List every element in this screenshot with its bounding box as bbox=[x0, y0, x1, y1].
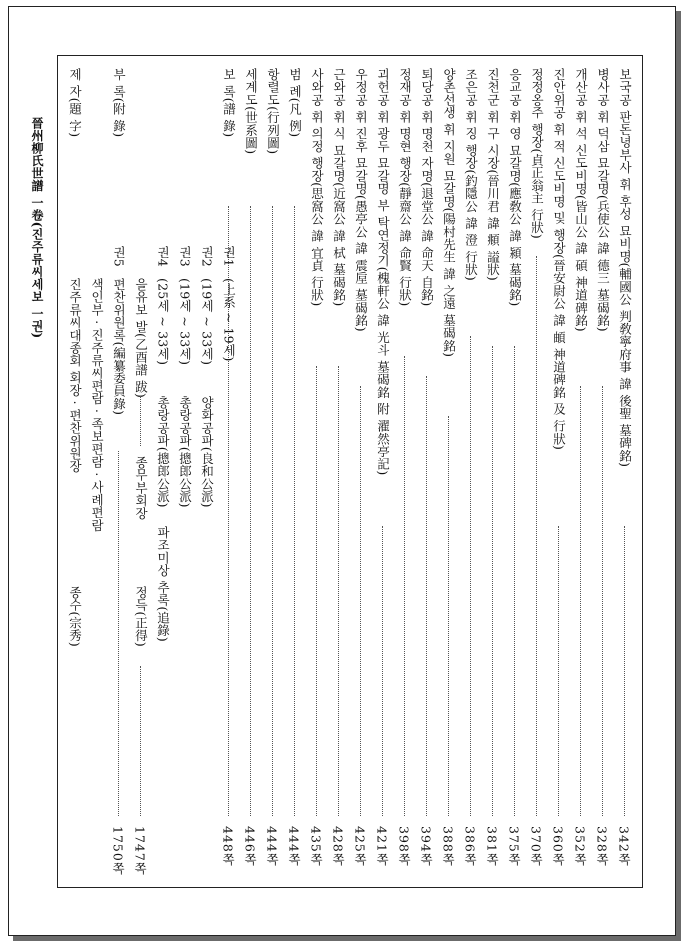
volume-label: 권4 bbox=[155, 246, 171, 267]
toc-page: 375쪽 bbox=[506, 826, 522, 867]
content-frame bbox=[57, 55, 643, 888]
toc-page: 352쪽 bbox=[572, 826, 588, 867]
toc-page: 370쪽 bbox=[528, 826, 544, 867]
leader-dots bbox=[118, 451, 119, 816]
toc-page: 425쪽 bbox=[352, 826, 368, 867]
leader-dots bbox=[448, 416, 449, 816]
toc-page: 360쪽 bbox=[550, 826, 566, 867]
toc-page: 421쪽 bbox=[374, 826, 390, 867]
toc-entry: 세계도(世系圖) bbox=[243, 68, 259, 155]
toc-entry: 근와공 휘 식 묘갈명(近窩公 諱 栻 墓碣銘) bbox=[331, 68, 347, 307]
leader-dots bbox=[360, 386, 361, 816]
leader-dots bbox=[316, 366, 317, 816]
toc-page: 386쪽 bbox=[462, 826, 478, 867]
leader-dots bbox=[558, 526, 559, 816]
toc-entry: 병사공 휘 덕삼 묘갈명(兵使公 諱 德三 墓碣銘) bbox=[595, 68, 611, 332]
toc-page: 1747쪽 bbox=[132, 826, 148, 876]
leader-dots bbox=[492, 346, 493, 816]
toc-entry: 퇴당공 휘 명천 자명(退堂公 諱 命天 自銘) bbox=[419, 68, 435, 307]
volume-range: (25세 ~ 33세) bbox=[155, 278, 171, 366]
toc-page: 342쪽 bbox=[616, 826, 632, 867]
epilogue-title: 을유보 발(乙酉譜 跋) bbox=[133, 278, 149, 399]
page-frame bbox=[8, 6, 676, 936]
toc-page: 446쪽 bbox=[242, 826, 258, 867]
leader-dots bbox=[536, 256, 537, 816]
appendix-contents: 색인부 · 진주류씨편람 · 족보편람 · 사례편람 bbox=[89, 278, 105, 532]
leader-dots bbox=[250, 206, 251, 816]
toc-page: 435쪽 bbox=[308, 826, 324, 867]
toc-entry: 조은공 휘 징 행장(釣隱公 諱 澄 行狀) bbox=[463, 68, 479, 281]
toc-entry: 우정공 휘 진후 묘갈명(愚亭公 諱 震垕 墓碣銘) bbox=[353, 68, 369, 332]
toc-entry: 진안위공 휘 적 신도비명 및 행장(晉安尉公 諱 頔 神道碑銘 及 行狀) bbox=[551, 68, 567, 451]
toc-page: 328쪽 bbox=[594, 826, 610, 867]
toc-page: 398쪽 bbox=[396, 826, 412, 867]
toc-entry: 괴헌공 휘 광두 묘갈명 부 탁연정기(槐軒公 諱 光斗 墓碣銘 附 濯然亭記) bbox=[375, 68, 391, 476]
toc-page: 448쪽 bbox=[220, 826, 236, 867]
toc-page: 428쪽 bbox=[330, 826, 346, 867]
toc-entry: 양촌선생 휘 지원 묘갈명(陽村先生 諱 之遠 墓碣銘) bbox=[441, 68, 457, 358]
toc-page: 1750쪽 bbox=[110, 826, 126, 876]
volume-extra: 파조미상 추록(追錄) bbox=[155, 526, 171, 642]
toc-page: 388쪽 bbox=[440, 826, 456, 867]
volume-label: 권1 bbox=[221, 246, 237, 267]
toc-entry: 보 록(譜 錄) bbox=[221, 68, 237, 138]
leader-dots bbox=[382, 526, 383, 816]
calligraphy-role: 진주류씨대종회 회장 · 편찬위원장 bbox=[67, 278, 83, 473]
toc-entry: 항렬도(行列圖) bbox=[265, 68, 281, 155]
leader-dots bbox=[602, 386, 603, 816]
leader-dots bbox=[580, 386, 581, 816]
toc-entry: 정정옹주 행장(貞正翁主 行狀) bbox=[529, 68, 545, 239]
toc-entry: 보국공 판돈녕부사 휘 후성 묘비명(輔國公 判敎寧府事 諱 後聖 墓碑銘) bbox=[617, 68, 633, 468]
toc-page: 381쪽 bbox=[484, 826, 500, 867]
toc-entry: 응교공 휘 영 묘갈명(應敎公 諱 潁 墓碣銘) bbox=[507, 68, 523, 307]
volume-label: 권5 bbox=[111, 246, 127, 267]
leader-dots bbox=[470, 336, 471, 816]
leader-dots bbox=[272, 206, 273, 816]
volume-branch: 양화공파(良和公派) bbox=[199, 396, 215, 508]
volume-range: (19세 ~ 33세) bbox=[177, 278, 193, 366]
volume-label: 권3 bbox=[177, 246, 193, 267]
committee-title: 편찬위원록(編纂委員錄) bbox=[111, 278, 127, 416]
side-title: 晉州柳氏世譜 一卷(진주류씨세보 一권) bbox=[30, 117, 44, 339]
leader-dots bbox=[624, 526, 625, 816]
leader-dots bbox=[404, 356, 405, 816]
calligraphy-author: 종수(宗秀) bbox=[67, 586, 83, 647]
leader-dots bbox=[426, 376, 427, 816]
toc-entry: 정재공 휘 명현 행장(靜齋公 諱 命賢 行狀) bbox=[397, 68, 413, 307]
toc-page: 444쪽 bbox=[264, 826, 280, 867]
leader-dots bbox=[140, 666, 141, 816]
volume-range: (上系 ~ 19세) bbox=[221, 278, 237, 362]
toc-entry: 진천군 휘 구 시장(晉川君 諱 頫 謚狀) bbox=[485, 68, 501, 281]
toc-entry: 개산공 휘 석 신도비명(皆山公 諱 碩 神道碑銘) bbox=[573, 68, 589, 332]
volume-label: 권2 bbox=[199, 246, 215, 267]
leader-dots bbox=[514, 346, 515, 816]
leader-dots bbox=[338, 366, 339, 816]
epilogue-author: 정득(正得) bbox=[133, 586, 149, 647]
leader-dots bbox=[140, 396, 141, 446]
toc-page: 444쪽 bbox=[286, 826, 302, 867]
toc-entry: 범 례(凡 例) bbox=[287, 68, 303, 138]
toc-entry: 사와공 휘 의정 행장(思窩公 諱 宜貞 行狀) bbox=[309, 68, 325, 307]
volume-branch: 총랑공파(摠郎公派) bbox=[155, 396, 171, 508]
volume-branch: 총랑공파(摠郎公派) bbox=[177, 396, 193, 508]
volume-range: (19세 ~ 33세) bbox=[199, 278, 215, 366]
leader-dots bbox=[294, 206, 295, 816]
appendix-title: 부 록(附 錄) bbox=[111, 68, 127, 138]
toc-page: 394쪽 bbox=[418, 826, 434, 867]
calligraphy-title: 제 자(題 字) bbox=[67, 68, 83, 138]
epilogue-role: 종무부회장 bbox=[133, 456, 149, 520]
